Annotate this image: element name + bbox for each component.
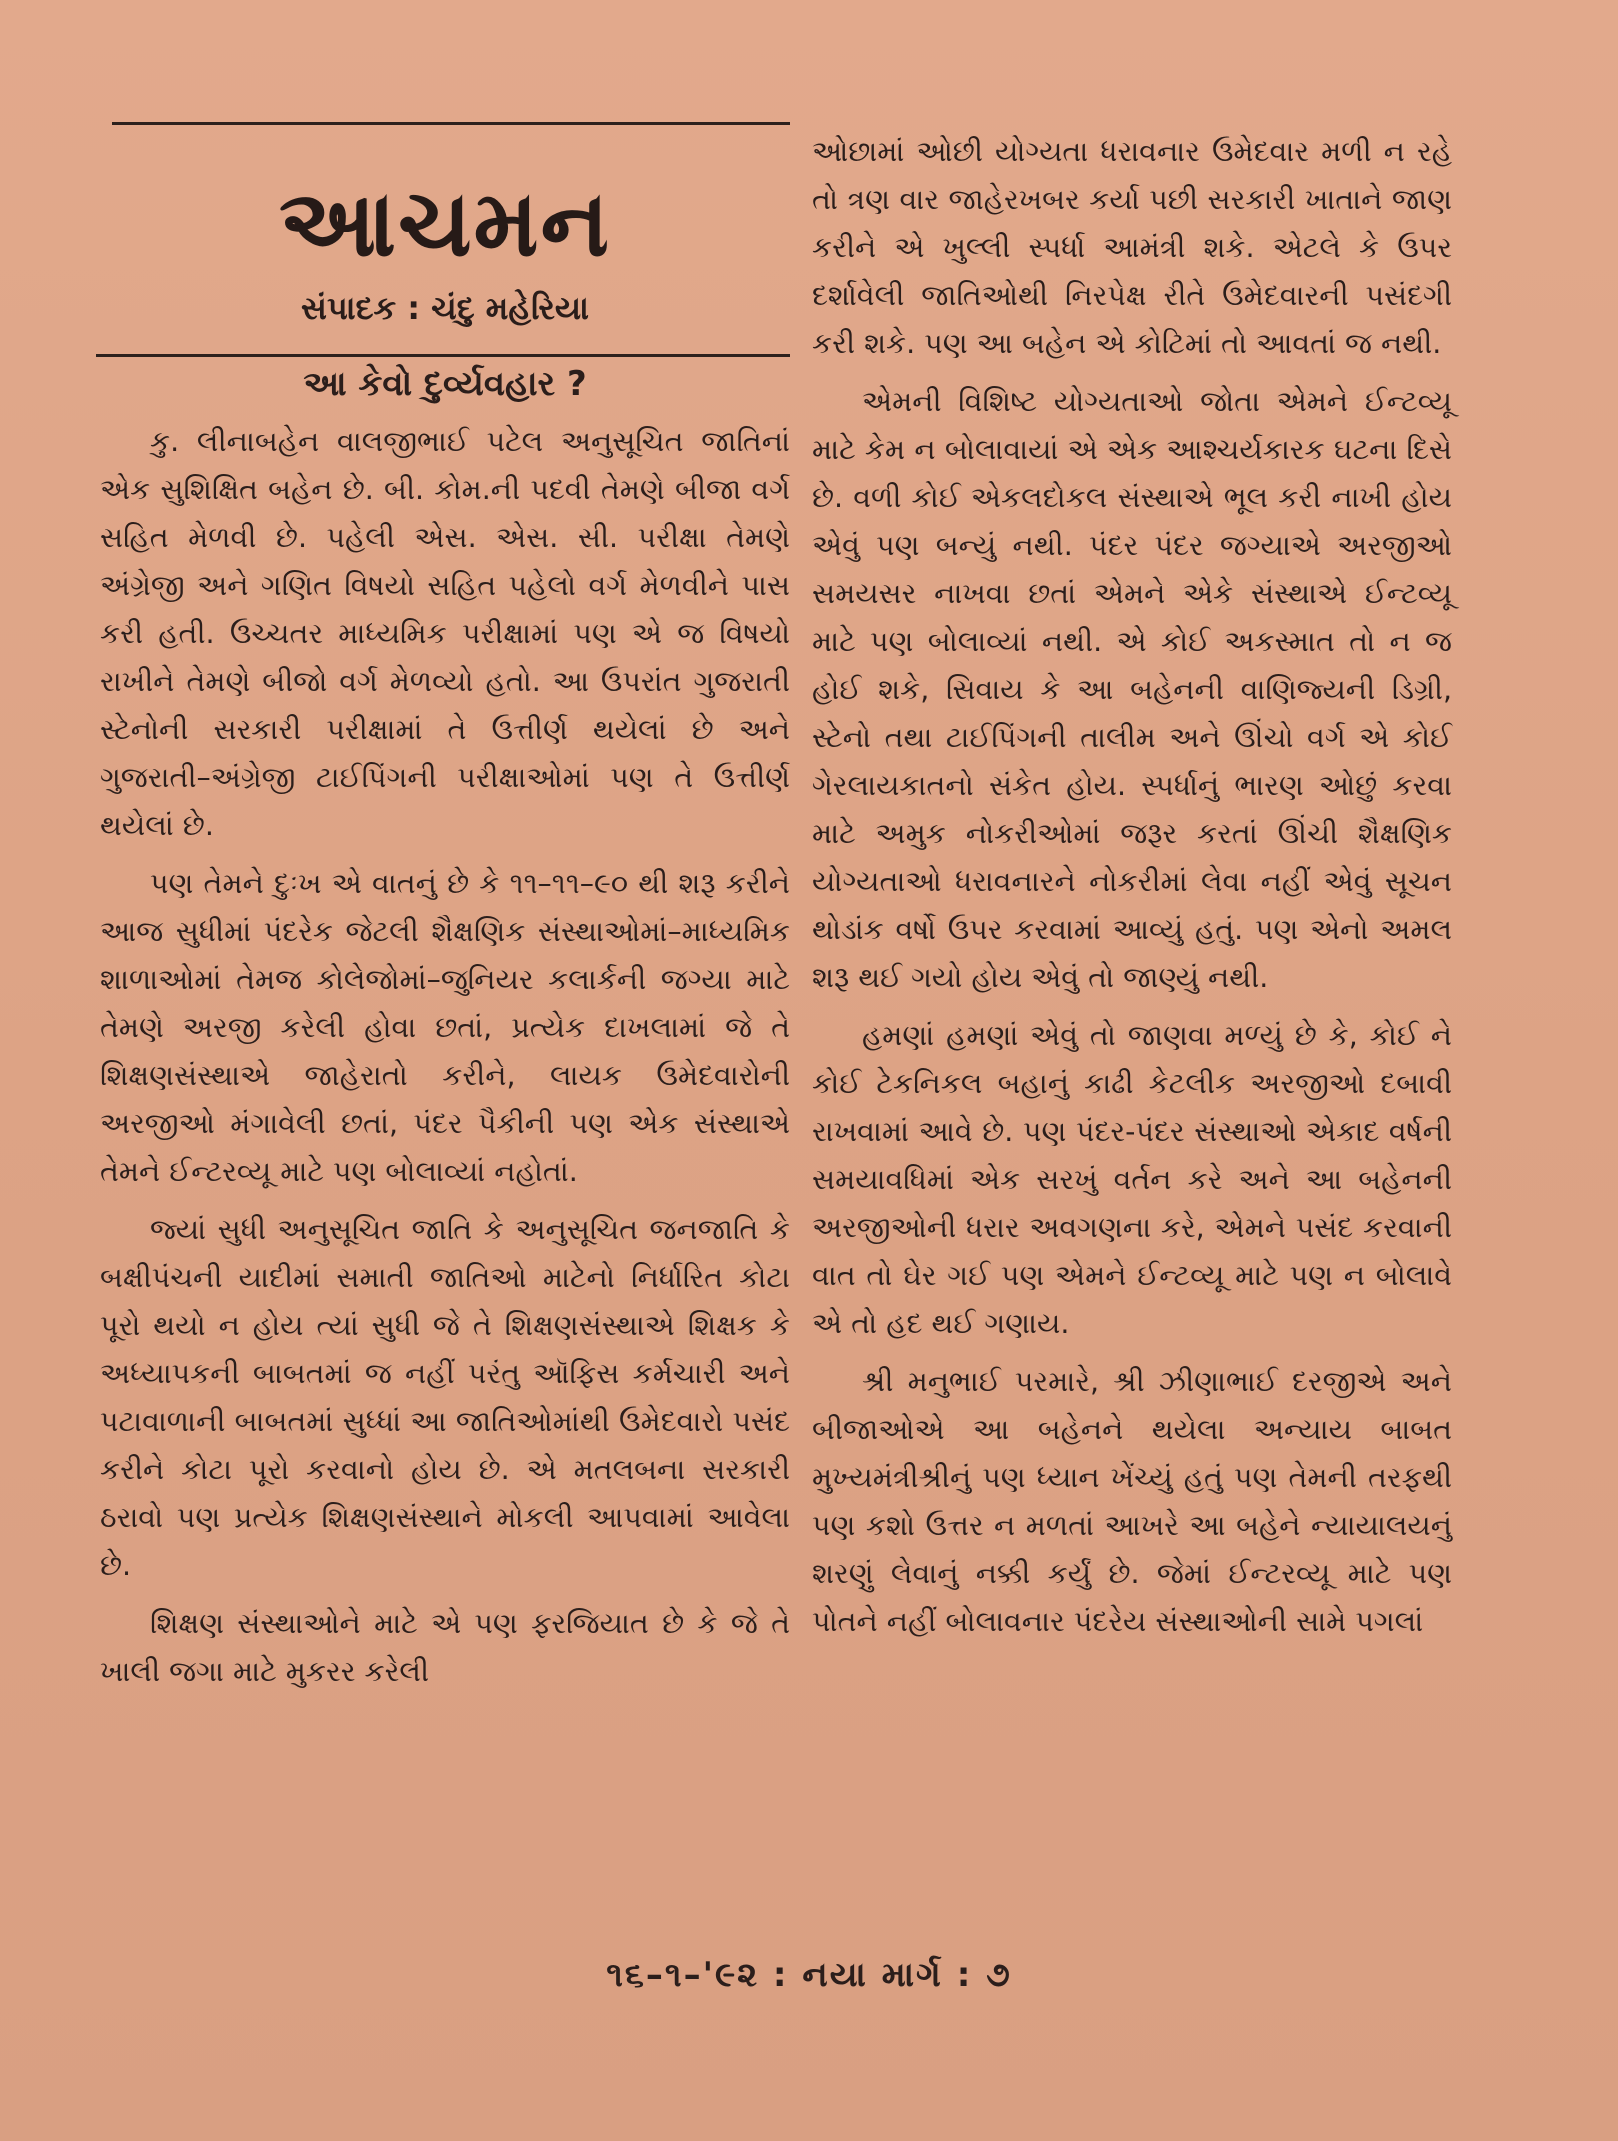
article-paragraph: જ્યાં સુધી અનુસૂચિત જાતિ કે અનુસૂચિત જનજાતિ કે બક્ષીપંચની યાદીમાં સમાતી જાતિઓ માટેનો નિર્ધારિત કોટા પૂરો થયો ન હોય ત્યાં સુધી જે તે શિક્ષણસંસ્થાએ શિક્ષક કે અધ્યાપકની બાબતમાં જ નહીં પરંતુ ઑફિસ કર્મચારી અને પટાવાળાની બાબતમાં સુધ્ધાં આ જાતિઓમાંથી ઉમેદવારો પસંદ કરીને કોટા પૂરો કરવાનો હોય છે. એ મતલબના સરકારી ઠરાવો પણ પ્રત્યેક શિક્ષણસંસ્થાને મોકલી આપવામાં આવેલા છે. (100, 1213, 790, 1582)
article-paragraph: કુ. લીનાબહેન વાલજીભાઈ પટેલ અનુસૂચિત જાતિનાં એક સુશિક્ષિત બહેન છે. બી. કોમ.ની પદવી તેમણે બીજા વર્ગ સહિત મેળવી છે. પહેલી એસ. એસ. સી. પરીક્ષા તેમણે અંગ્રેજી અને ગણિત વિષયો સહિત પહેલો વર્ગ મેળવીને પાસ કરી હતી. ઉચ્ચતર માધ્યમિક પરીક્ષામાં પણ એ જ વિષયો રાખીને તેમણે બીજો વર્ગ મેળવ્યો હતો. આ ઉપરાંત ગુજરાતી સ્ટેનોની સરકારી પરીક્ષામાં તે ઉત્તીર્ણ થયેલાં છે અને ગુજરાતી–અંગ્રેજી ટાઈપિંગની પરીક્ષાઓમાં પણ તે ઉત્તીર્ણ થયેલાં છે. (100, 425, 790, 842)
top-rule (112, 122, 790, 125)
article-paragraph: હમણાં હમણાં એવું તો જાણવા મળ્યું છે કે, કોઈ ને કોઈ ટેકનિકલ બહાનું કાઢી કેટલીક અરજીઓ દબાવી રાખવામાં આવે છે. પણ પંદર-પંદર સંસ્થાઓ એકાદ વર્ષની સમયાવધિમાં એક સરખું વર્તન કરે અને આ બહેનની અરજીઓની ધરાર અવગણના કરે, એમને પસંદ કરવાની વાત તો ઘેર ગઈ પણ એમને ઈન્ટવ્યૂ માટે પણ ન બોલાવે એ તો હદ થઈ ગણાય. (812, 1019, 1452, 1340)
article-paragraph: શિક્ષણ સંસ્થાઓને માટે એ પણ ફરજિયાત છે કે જે તે ખાલી જગા માટે મુકરર કરેલી (100, 1607, 790, 1688)
column-title: આચમન (278, 170, 612, 277)
left-column (100, 140, 790, 1706)
article-paragraph: શ્રી મનુભાઈ પરમારે, શ્રી ઝીણાભાઈ દરજીએ અને બીજાઓએ આ બહેનને થયેલા અન્યાય બાબત મુખ્યમંત્રીશ્રીનું પણ ધ્યાન ખેંચ્યું હતું પણ તેમની તરફથી પણ કશો ઉત્તર ન મળતાં આખરે આ બહેને ન્યાયાલયનું શરણું લેવાનું નક્કી કર્યું છે. જેમાં ઈન્ટરવ્યૂ માટે પણ પોતને નહીં બોલાવનાર પંદરેય સંસ્થાઓની સામે પગલાં (812, 1365, 1452, 1638)
article-paragraph: ઓછામાં ઓછી યોગ્યતા ધરાવનાર ઉમેદવાર મળી ન રહે તો ત્રણ વાર જાહેરખબર કર્યા પછી સરકારી ખાતાને જાણ કરીને એ ખુલ્લી સ્પર્ધા આમંત્રી શકે. એટલે કે ઉપર દર્શાવેલી જાતિઓથી નિરપેક્ષ રીતે ઉમેદવારની પસંદગી કરી શકે. પણ આ બહેન એ કોટિમાં તો આવતાં જ નથી. (812, 135, 1452, 360)
right-column (812, 128, 1452, 1656)
article-paragraph: પણ તેમને દુઃખ એ વાતનું છે કે ૧૧–૧૧–૯૦ થી શરૂ કરીને આજ સુધીમાં પંદરેક જેટલી શૈક્ષણિક સંસ્થાઓમાં–માધ્યમિક શાળાઓમાં તેમજ કોલેજોમાં–જુનિયર કલાર્કની જગ્યા માટે તેમણે અરજી કરેલી હોવા છતાં, પ્રત્યેક દાખલામાં જે તે શિક્ષણસંસ્થાએ જાહેરાતો કરીને, લાયક ઉમેદવારોની અરજીઓ મંગાવેલી છતાં, પંદર પૈકીની પણ એક સંસ્થાએ તેમને ઈન્ટરવ્યૂ માટે પણ બોલાવ્યાં નહોતાં. (100, 867, 790, 1188)
editor-credit: સંપાદક : ચંદુ મહેરિયા (301, 289, 589, 327)
article-paragraph: એમની વિશિષ્ટ યોગ્યતાઓ જોતા એમને ઈન્ટવ્યૂ માટે કેમ ન બોલાવાયાં એ એક આશ્ચર્યકારક ઘટના દિસે છે. વળી કોઈ એકલદોકલ સંસ્થાએ ભૂલ કરી નાખી હોય એવું પણ બન્યું નથી. પંદર પંદર જગ્યાએ અરજીઓ સમયસર નાખવા છતાં એમને એકે સંસ્થાએ ઈન્ટવ્યૂ માટે પણ બોલાવ્યાં નથી. એ કોઈ અકસ્માત તો ન જ હોઈ શકે, સિવાય કે આ બહેનની વાણિજ્યની ડિગ્રી, સ્ટેનો તથા ટાઈપિંગની તાલીમ અને ઊંચો વર્ગ એ કોઈ ગેરલાયકાતનો સંકેત હોય. સ્પર્ધાનું ભારણ ઓછું કરવા માટે અમુક નોકરીઓમાં જરૂર કરતાં ઊંચી શૈક્ષણિક યોગ્યતાઓ ધરાવનારને નોકરીમાં લેવા નહીં એવું સૂચન થોડાંક વર્ષો ઉપર કરવામાં આવ્યું હતું. પણ એનો અમલ શરૂ થઈ ગયો હોય એવું તો જાણ્યું નથી. (812, 385, 1452, 994)
page-footer: ૧૬–૧–'૯૨ : નયા માર્ગ : ૭ (606, 1955, 1012, 1995)
article-headline: આ કેવો દુર્વ્યવહાર ? (303, 364, 587, 404)
